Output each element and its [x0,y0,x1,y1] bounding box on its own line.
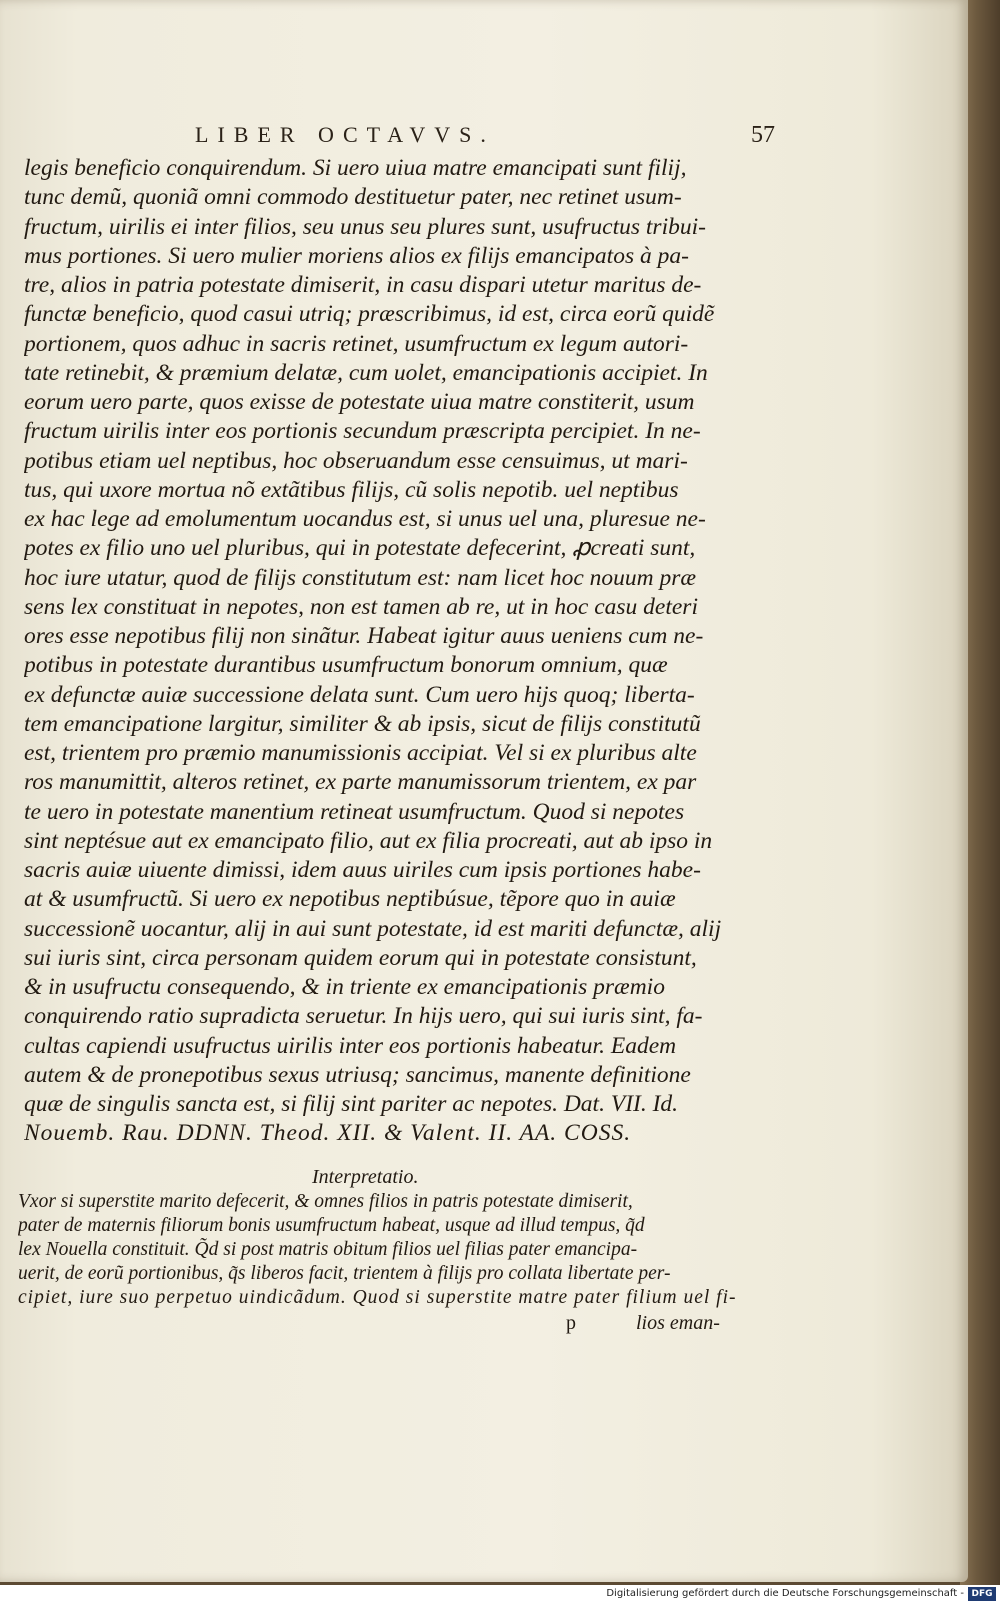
digitization-footer [0,1585,1000,1605]
law-text-line: sint neptésue aut ex emancipato filio, aut ex filia procreati, aut ab ipso in [24,827,713,854]
law-text-line: te uero in potestate manentium retineat usumfructum. Quod si nepotes [24,798,685,825]
law-text-line: ros manumittit, alteros retinet, ex parte manumissorum trientem, ex par [24,769,697,796]
law-text-line: portionem, quos adhuc in sacris retinet, usumfructum ex legum autori- [24,330,689,357]
interpretatio-line: cipiet, iure suo perpetuo uindicãdum. Quod si superstite matre pater filium uel fi- [18,1287,737,1308]
interpretatio-line: Vxor si superstite marito defecerit, & omnes filios in patris potestate dimiserit, [18,1191,633,1212]
law-text-line: ores esse nepotibus filij non sinãtur. Habeat igitur auus ueniens cum ne- [24,623,704,649]
law-text-line: tate retinebit, & præmium delatæ, cum uolet, emancipationis accipiet. In [24,359,708,386]
law-text-line: tunc demũ, quoniã omni commodo destituetur pater, nec retinet usum- [24,184,682,211]
law-text-line: fructum uirilis inter eos portionis secundum præscripta percipiet. In ne- [24,418,701,445]
law-text-line: mus portiones. Si uero mulier moriens alios ex filijs emancipatos à pa- [24,242,689,269]
law-text-line: tre, alios in patria potestate dimiserit, in casu dispari utetur maritus de- [24,272,702,298]
running-title: LIBER OCTAVVS. [195,122,495,147]
interpretatio-line: uerit, de eorũ portionibus, q̃s liberos facit, trientem à filijs pro collata libertate per- [18,1263,671,1284]
interpretatio-heading: Interpretatio. [312,1166,419,1188]
law-text-line: fructum, uirilis ei inter filios, seu unus seu plures sunt, usufructus tribui- [24,213,706,240]
law-text-line: sui iuris sint, circa personam quidem eorum qui in potestate consistunt, [24,944,697,971]
law-text-line: cultas capiendi usufructus uirilis inter eos portionis habeatur. Eadem [24,1032,677,1059]
law-text-line: potes ex filio uno uel pluribus, qui in potestate defecerint, ꝓcreati sunt, [24,535,696,562]
law-text-line: hoc iure utatur, quod de filijs constitutum est: nam licet hoc nouum præ [24,564,697,591]
interpretatio-text-block [18,1190,748,1310]
interpretatio-line: lex Nouella constituit. Q̃d si post matris obitum filios uel filias pater emancipa- [18,1239,638,1260]
law-text-line: functæ beneficio, quod casui utriq; præscribimus, id est, circa eorũ quidẽ [24,301,715,328]
law-text-line: conquirendo ratio supradicta seruetur. In hijs uero, qui sui iuris sint, fa- [24,1003,703,1030]
law-text-line: potibus etiam uel neptibus, hoc obseruandum esse censuimus, ut mari- [24,447,688,474]
law-text-line: quæ de singulis sancta est, si filij sint pariter ac nepotes. Dat. VII. Id. [24,1091,679,1117]
law-text-line: legis beneficio conquirendum. Si uero uiua matre emancipati sunt filij, [24,155,687,181]
law-text-line: est, trientem pro præmio manumissionis accipiat. Vel si ex pluribus alte [24,740,697,766]
law-text-line: & in usufructu consequendo, & in triente ex emancipationis præmio [24,974,665,1000]
law-text-line: eorum uero parte, quos exisse de potestate uiua matre constiterit, usum [24,389,695,415]
law-text-line: sacris auiæ uiuente dimissi, idem auus uiriles cum ipsis portiones habe- [24,857,701,883]
page-number: 57 [751,122,775,148]
page-header [195,122,775,152]
law-text-line: tem emancipatione largitur, similiter & ab ipsis, sicut de filijs constitutũ [24,710,701,737]
interpretatio-line: pater de maternis filiorum bonis usumfructum habeat, usque ad illud tempus, q̃d [18,1215,645,1236]
law-text-line: Nouemb. Rau. DDNN. Theod. XII. & Valent. II. AA. COSS. [24,1120,632,1147]
law-text-line: ex defunctæ auiæ successione delata sunt. Cum uero hijs quoq; liberta- [24,681,695,708]
signature-mark: p [566,1312,576,1334]
law-text-line: at & usumfructũ. Si uero ex nepotibus neptibúsue, tẽpore quo in auiæ [24,886,676,913]
catchword: lios eman- [636,1312,720,1334]
law-text-line: tus, qui uxore mortua nõ extãtibus filijs, cũ solis nepotib. uel neptibus [24,476,679,503]
law-text-line: successionẽ uocantur, alij in aui sunt potestate, id est mariti defunctæ, alij [24,915,722,942]
law-text-line: ex hac lege ad emolumentum uocandus est, si unus uel una, pluresue ne- [24,506,706,532]
law-text-line: sens lex constituat in nepotes, non est tamen ab re, ut in hoc casu deteri [24,593,698,620]
law-text-block [24,154,748,1149]
dfg-logo: DFG [968,1587,996,1601]
footer-credit: Digitalisierung gefördert durch die Deutsche Forschungsgemeinschaft - [606,1588,964,1599]
law-text-line: potibus in potestate durantibus usumfructum bonorum omnium, quæ [24,652,668,679]
law-text-line: autem & de pronepotibus sexus utriusq; sancimus, manente definitione [24,1061,691,1088]
